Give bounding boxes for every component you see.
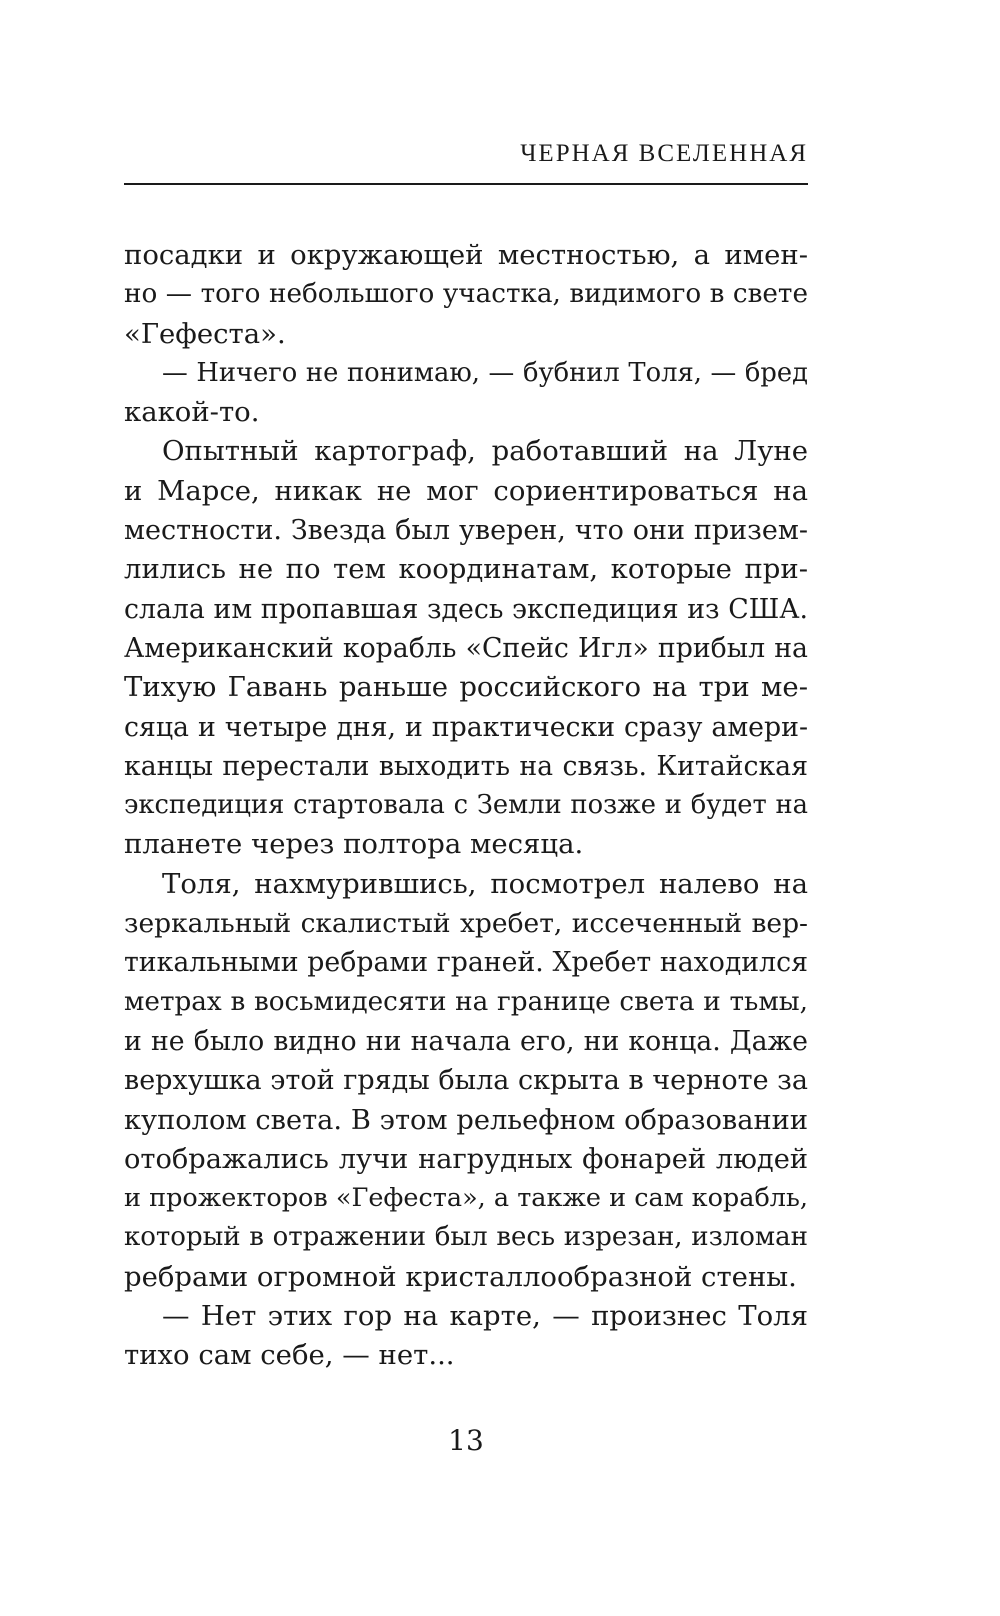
text-line: какой-то.	[124, 396, 260, 429]
text-line: и Марсе, никак не мог сориентироваться на	[124, 474, 808, 507]
text-line: метрах в восьмидесяти на границе света и тьмы,	[124, 986, 808, 1017]
text-line: куполом света. В этом рельефном образовании	[124, 1104, 808, 1136]
text-line: верхушка этой гряды была скрыта в черноте за	[124, 1065, 808, 1097]
body-text	[124, 236, 808, 1376]
text-line: посадки и окружающей местностью, а имен-	[124, 239, 808, 271]
text-line: — Нет этих гор на карте, — произнес Толя	[162, 1300, 808, 1333]
header-rule	[124, 183, 808, 185]
text-line: планете через полтора месяца.	[124, 828, 584, 861]
text-line: экспедиция стартовала с Земли позже и будет на	[124, 790, 808, 821]
text-line: зеркальный скалистый хребет, иссеченный вер-	[124, 908, 808, 940]
text-line: Тихую Гавань раньше российского на три ме-	[124, 671, 808, 704]
text-line: Американский корабль «Спейс Игл» прибыл на	[124, 632, 808, 664]
text-line: но — того небольшого участка, видимого в свете	[124, 279, 808, 310]
text-line: слала им пропавшая здесь экспедиция из США.	[124, 593, 808, 625]
text-line: тикальными ребрами граней. Хребет находился	[124, 947, 808, 979]
text-line: лились не по тем координатам, которые при-	[124, 553, 808, 586]
text-line: канцы перестали выходить на связь. Китайская	[124, 750, 808, 782]
text-line: местности. Звезда был уверен, что они призем-	[124, 515, 808, 547]
running-head: ЧЕРНАЯ ВСЕЛЕННАЯ	[520, 140, 808, 167]
text-line: Толя, нахмурившись, посмотрел налево на	[162, 867, 808, 900]
text-line: «Гефеста».	[124, 317, 286, 350]
page-number: 13	[448, 1424, 484, 1457]
text-line: — Ничего не понимаю, — бубнил Толя, — бред	[162, 357, 808, 388]
text-line: сяца и четыре дня, и практически сразу амери-	[124, 711, 808, 743]
text-line: и не было видно ни начала его, ни конца. Даже	[124, 1025, 808, 1057]
text-line: тихо сам себе, — нет...	[124, 1339, 455, 1372]
text-line: который в отражении был весь изрезан, изломан	[124, 1222, 808, 1253]
text-line: и прожекторов «Гефеста», а также и сам корабль,	[124, 1183, 808, 1214]
text-line: отображались лучи нагрудных фонарей людей	[124, 1143, 808, 1175]
text-line: ребрами огромной кристаллообразной стены.	[124, 1260, 797, 1293]
text-line: Опытный картограф, работавший на Луне	[162, 435, 808, 468]
